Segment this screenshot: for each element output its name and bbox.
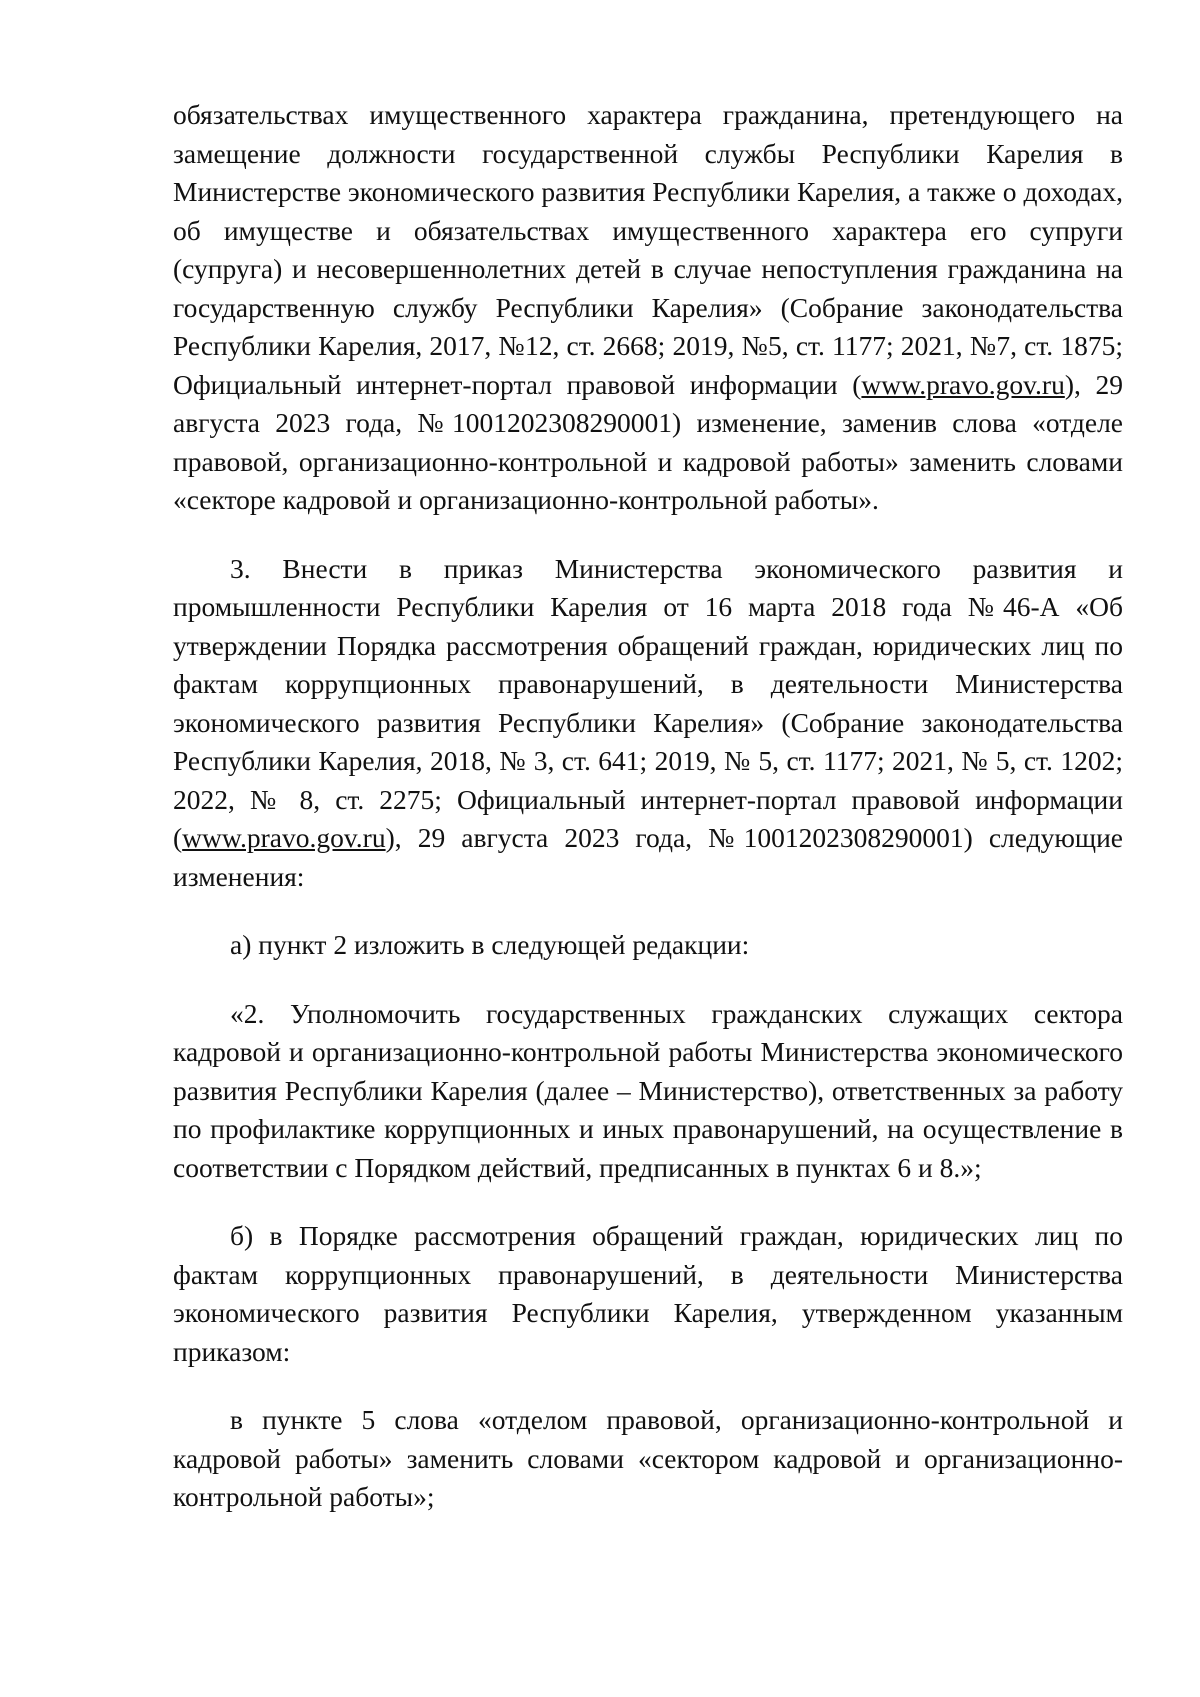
paragraph-subitem-b: б) в Порядке рассмотрения обращений граждан, юридических лиц по фактам коррупционных правонарушений, в деятельности Министерства экономического развития Республики Карелия, утвержденном указанным приказом: [173, 1220, 1123, 1367]
paragraph-text: ), 29 августа 2023 года, №1001202308290001) изменение, заменив слова «отделе правовой, организационно-контрольной и кадровой работы» заменить словами «секторе кадровой и организационно-контрольной работы». [173, 368, 1123, 515]
document-page [173, 96, 1123, 1547]
pravo-link[interactable]: www.pravo.gov.ru [861, 368, 1065, 400]
pravo-link[interactable]: www.pravo.gov.ru [182, 822, 386, 853]
paragraph-subitem-a: а) пункт 2 изложить в следующей редакции: [230, 929, 750, 960]
paragraph-continuation [173, 96, 1123, 520]
paragraph-text: 3. Внести в приказ Министерства экономического развития и промышленности Республики Карелия от 16 марта 2018 года №46-А «Об утверждении Порядка рассмотрения обращений граждан, юридических лиц по фактам коррупционных правонарушений, в деятельности Министерства экономического развития Республики Карелия» (Собрание законодательства Республики Карелия, 2018, № 3, ст. 641; 2019, № 5, ст. 1177; 2021, № 5, ст. 1202; 2022, № 8, ст. 2275; Официальный интернет-портал правовой информации ( [173, 552, 1123, 853]
paragraph-point-5: в пункте 5 слова «отделом правовой, организационно-контрольной и кадровой работы» заменить словами «сектором кадровой и организационно-контрольной работы»; [173, 1404, 1123, 1512]
paragraph-text: ), 29 августа 2023 года, №1001202308290001) следующие изменения: [173, 822, 1123, 892]
paragraph-item-3 [173, 550, 1123, 897]
paragraph-quote-item-2: «2. Уполномочить государственных гражданских служащих сектора кадровой и организационно-контрольной работы Министерства экономического развития Республики Карелия (далее – Министерство), ответственных за работу по профилактике коррупционных и иных правонарушений, на осуществление в соответствии с Порядком действий, предписанных в пунктах 6 и 8.»; [173, 997, 1123, 1183]
paragraph-text: обязательствах имущественного характера гражданина, претендующего на замещение должности государственной службы Республики Карелия в Министерстве экономического развития Республики Карелия, а также о доходах, об имуществе и обязательствах имущественного характера его супруги (супруга) и несовершеннолетних детей в случае непоступления гражданина на государственную службу Республики Карелия» (Собрание законодательства Республики Карелия, 2017, №12, ст. 2668; 2019, №5, ст. 1177; 2021, №7, ст. 1875; Официальный интернет-портал правовой информации ( [173, 99, 1123, 400]
